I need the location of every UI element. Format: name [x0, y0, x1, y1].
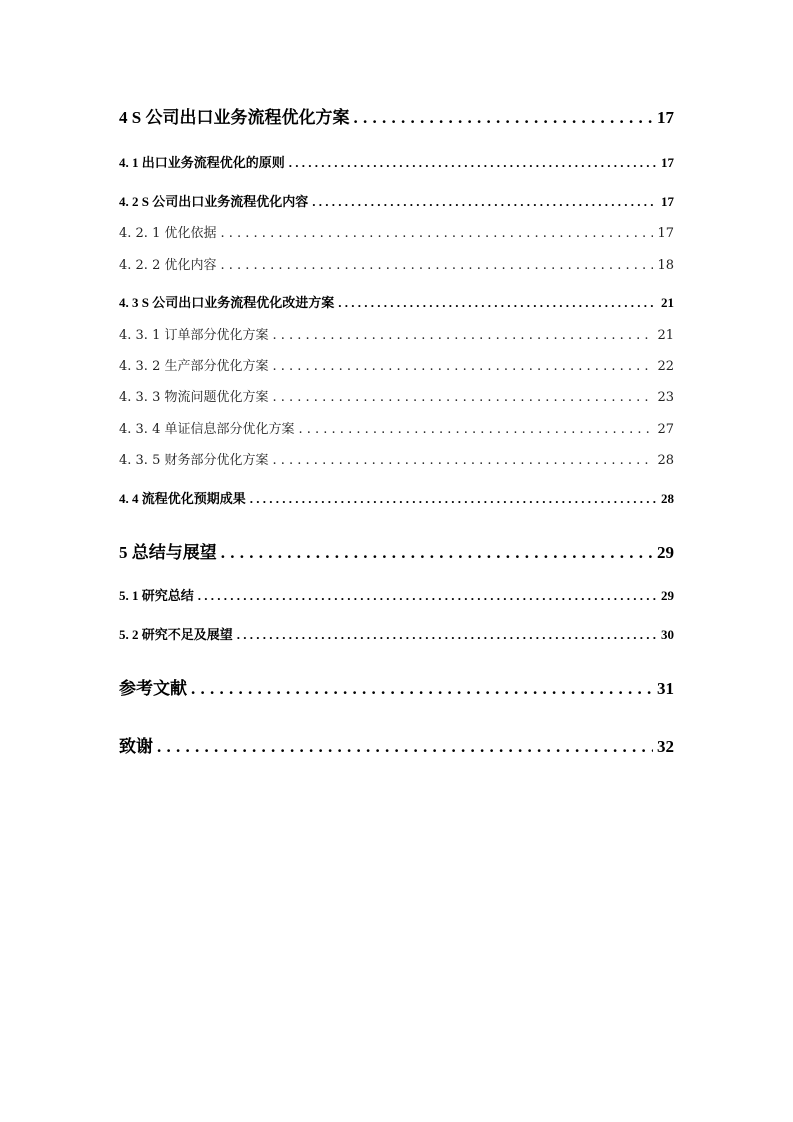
toc-entry-title: 4. 3. 3 物流问题优化方案	[119, 390, 269, 405]
toc-entry[interactable]	[119, 674, 674, 699]
toc-entry-page: 23	[657, 390, 674, 405]
toc-entry-page: 29	[657, 543, 674, 562]
toc-leader-dots	[272, 453, 653, 468]
toc-entry[interactable]	[119, 418, 674, 437]
toc-entry-title: 4. 4 流程优化预期成果	[119, 491, 246, 506]
toc-leader-dots	[289, 155, 657, 171]
toc-entry-page: 17	[661, 155, 674, 170]
toc-entry-page: 32	[657, 737, 674, 756]
toc-entry[interactable]	[119, 222, 674, 241]
toc-entry-title: 4. 2. 2 优化内容	[119, 258, 217, 273]
toc-entry-title: 4. 3. 4 单证信息部分优化方案	[119, 422, 295, 437]
toc-entry-page: 21	[657, 328, 674, 343]
toc-entry[interactable]	[119, 386, 674, 405]
toc-entry-page: 30	[661, 627, 674, 642]
toc-entry[interactable]	[119, 732, 674, 757]
toc-leader-dots	[198, 588, 657, 604]
toc-leader-dots	[272, 390, 653, 405]
toc-entry-title: 4. 1 出口业务流程优化的原则	[119, 155, 285, 170]
toc-entry-title: 4. 3. 1 订单部分优化方案	[119, 328, 269, 343]
toc-leader-dots	[237, 627, 657, 643]
toc-entry[interactable]	[119, 585, 674, 604]
toc-leader-dots	[191, 679, 653, 699]
toc-entry[interactable]	[119, 449, 674, 468]
toc-entry-page: 27	[657, 422, 674, 437]
toc-entry-page: 22	[657, 359, 674, 374]
toc-entry-page: 28	[661, 491, 674, 506]
toc-entry-title: 4 S 公司出口业务流程优化方案	[119, 108, 350, 127]
toc-entry-title: 致谢	[119, 737, 153, 756]
toc-entry-page: 17	[661, 194, 674, 209]
toc-entry[interactable]	[119, 488, 674, 507]
toc-entry-page: 17	[657, 108, 674, 127]
toc-entry[interactable]	[119, 292, 674, 311]
toc-leader-dots	[338, 295, 657, 311]
toc-leader-dots	[312, 194, 657, 210]
toc-leader-dots	[250, 491, 657, 507]
toc-entry[interactable]	[119, 324, 674, 343]
toc-leader-dots	[272, 328, 653, 343]
toc-entry-page: 18	[657, 258, 674, 273]
toc-entry-title: 4. 3 S 公司出口业务流程优化改进方案	[119, 295, 335, 310]
toc-entry-title: 参考文献	[119, 679, 187, 698]
toc-entry-title: 5 总结与展望	[119, 543, 217, 562]
toc-leader-dots	[298, 422, 653, 437]
toc-entry-page: 29	[661, 588, 674, 603]
toc-leader-dots	[272, 359, 653, 374]
toc-entry[interactable]	[119, 355, 674, 374]
toc-entry[interactable]	[119, 538, 674, 563]
toc-entry-title: 4. 3. 2 生产部分优化方案	[119, 359, 269, 374]
toc-leader-dots	[220, 258, 653, 273]
toc-leader-dots	[353, 108, 653, 128]
toc-entry-page: 17	[657, 226, 674, 241]
toc-entry-page: 31	[657, 679, 674, 698]
toc-leader-dots	[220, 226, 653, 241]
toc-entry[interactable]	[119, 191, 674, 210]
toc-entry[interactable]	[119, 624, 674, 643]
toc-entry-page: 21	[661, 295, 674, 310]
toc-entry-title: 4. 3. 5 财务部分优化方案	[119, 453, 269, 468]
toc-entry-title: 5. 1 研究总结	[119, 588, 194, 603]
toc-entry-title: 4. 2. 1 优化依据	[119, 226, 217, 241]
toc-leader-dots	[221, 543, 653, 563]
toc-entry[interactable]	[119, 103, 674, 128]
toc-entry[interactable]	[119, 254, 674, 273]
toc-entry-title: 5. 2 研究不足及展望	[119, 627, 233, 642]
toc-entry-page: 28	[657, 453, 674, 468]
toc-entry[interactable]	[119, 152, 674, 171]
toc-leader-dots	[157, 737, 653, 757]
toc-entry-title: 4. 2 S 公司出口业务流程优化内容	[119, 194, 309, 209]
